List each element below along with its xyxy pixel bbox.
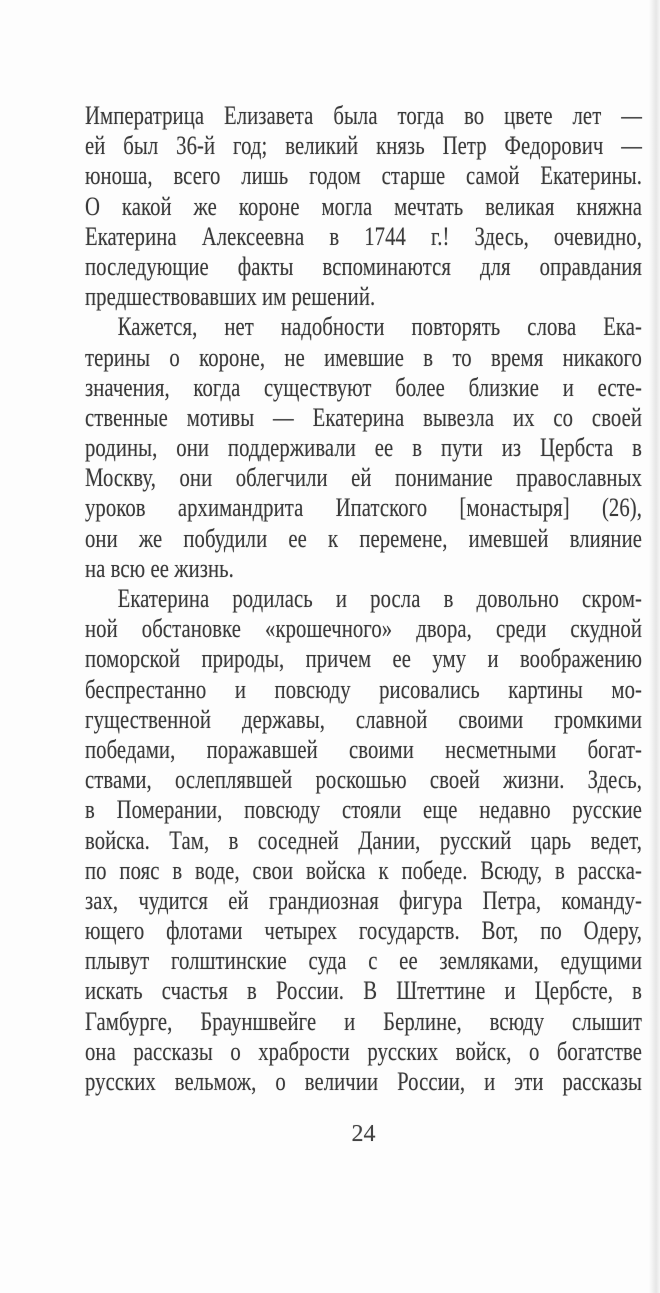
text-line — [85, 312, 642, 342]
text-line-content: ственные мотивы — Екатерина вывезла их со своей — [85, 402, 642, 432]
text-line — [85, 795, 642, 825]
text-line-content: предшествовавших им решений. — [85, 282, 376, 312]
text-line-content: искать счастья в России. В Штеттине и Цербсте, в — [85, 976, 642, 1006]
text-line — [85, 644, 642, 674]
text-line-content: ствами, ослеплявшей роскошью своей жизни. Здесь, — [85, 765, 642, 795]
text-line-content: Москву, они облегчили ей понимание православных — [85, 463, 642, 493]
text-line-content: поморской природы, причем ее уму и воображению — [85, 644, 642, 674]
text-line — [85, 1007, 642, 1037]
text-line — [85, 614, 642, 644]
text-line-content: значения, когда существуют более близкие и есте- — [85, 372, 642, 402]
text-line — [85, 222, 642, 252]
text-line — [85, 373, 642, 403]
text-line-content: гущественной державы, славной своими громкими — [85, 704, 642, 734]
text-line-content: русских вельмож, о величии России, и эти рассказы — [85, 1067, 642, 1096]
text-line-content: Гамбурге, Брауншвейге и Берлине, всюду слышит — [85, 1006, 642, 1036]
text-line — [85, 192, 642, 222]
text-line-content: они же побудили ее к перемене, имевшей влияние — [85, 523, 642, 553]
text-line — [85, 493, 642, 523]
text-line — [85, 524, 642, 554]
text-line-content: терины о короне, не имевшие в то время никакого — [85, 342, 642, 372]
text-line-content: уроков архимандрита Ипатского [монастыря] (26), — [85, 493, 642, 523]
text-line — [85, 131, 642, 161]
text-line — [85, 886, 642, 916]
text-line-content: по пояс в воде, свои войска к победе. Всюду, в расска- — [85, 855, 642, 885]
text-line-content: беспрестанно и повсюду рисовались картины мо- — [85, 674, 642, 704]
text-line — [85, 554, 642, 584]
page-edge-shadow — [649, 0, 660, 1293]
text-block — [85, 101, 642, 1097]
text-line — [85, 916, 642, 946]
text-line — [85, 161, 642, 191]
text-line-content: победами, поражавшей своими несметными богат- — [85, 734, 642, 764]
text-line-content: последующие факты вспоминаются для оправдания — [85, 251, 642, 281]
text-line-content: ей был 36-й год; великий князь Петр Федорович — — [85, 131, 642, 161]
text-line — [85, 1067, 642, 1097]
text-line — [85, 705, 642, 735]
text-line — [85, 765, 642, 795]
text-line — [85, 282, 642, 312]
paragraph-korona — [85, 312, 642, 584]
text-line — [85, 1037, 642, 1067]
page-number: 24 — [351, 1121, 376, 1147]
text-line — [85, 343, 642, 373]
text-line-content: Екатерина Алексеевна в 1744 г.! Здесь, очевидно, — [85, 221, 642, 251]
text-line — [85, 946, 642, 976]
text-line-content: она рассказы о храбрости русских войск, о богатстве — [85, 1036, 642, 1066]
text-line — [85, 101, 642, 131]
text-line-content: ющего флотами четырех государств. Вот, по Одеру, — [85, 916, 642, 946]
text-line — [85, 826, 642, 856]
text-line-content: на всю ее жизнь. — [85, 553, 234, 583]
text-line — [85, 976, 642, 1006]
paragraph-detstvo — [85, 584, 642, 1097]
text-line-content: юноша, всего лишь годом старше самой Екатерины. — [85, 161, 642, 191]
text-line — [85, 463, 642, 493]
text-line — [85, 252, 642, 282]
text-line — [85, 856, 642, 886]
text-line-content: зах, чудится ей грандиозная фигура Петра, команду- — [85, 885, 642, 915]
text-line — [85, 675, 642, 705]
text-line — [85, 403, 642, 433]
text-line-content: в Померании, повсюду стояли еще недавно русские — [85, 795, 642, 825]
text-line-content: ной обстановке «крошечного» двора, среди скудной — [85, 614, 642, 644]
text-line-content: Императрица Елизавета была тогда во цвете лет — — [85, 101, 642, 130]
text-line-content: Екатерина родилась и росла в довольно скром- — [117, 584, 642, 613]
text-line-content: родины, они поддерживали ее в пути из Цербста в — [85, 433, 642, 463]
text-line — [85, 735, 642, 765]
text-line — [85, 584, 642, 614]
text-line — [85, 433, 642, 463]
paragraph-elizaveta — [85, 101, 642, 312]
text-line-content: Кажется, нет надобности повторять слова Ека- — [117, 312, 642, 342]
text-line-content: О какой же короне могла мечтать великая княжна — [85, 191, 642, 221]
text-line-content: плывут голштинские суда с ее земляками, едущими — [85, 946, 642, 976]
text-line-content: войска. Там, в соседней Дании, русский царь ведет, — [85, 825, 642, 855]
